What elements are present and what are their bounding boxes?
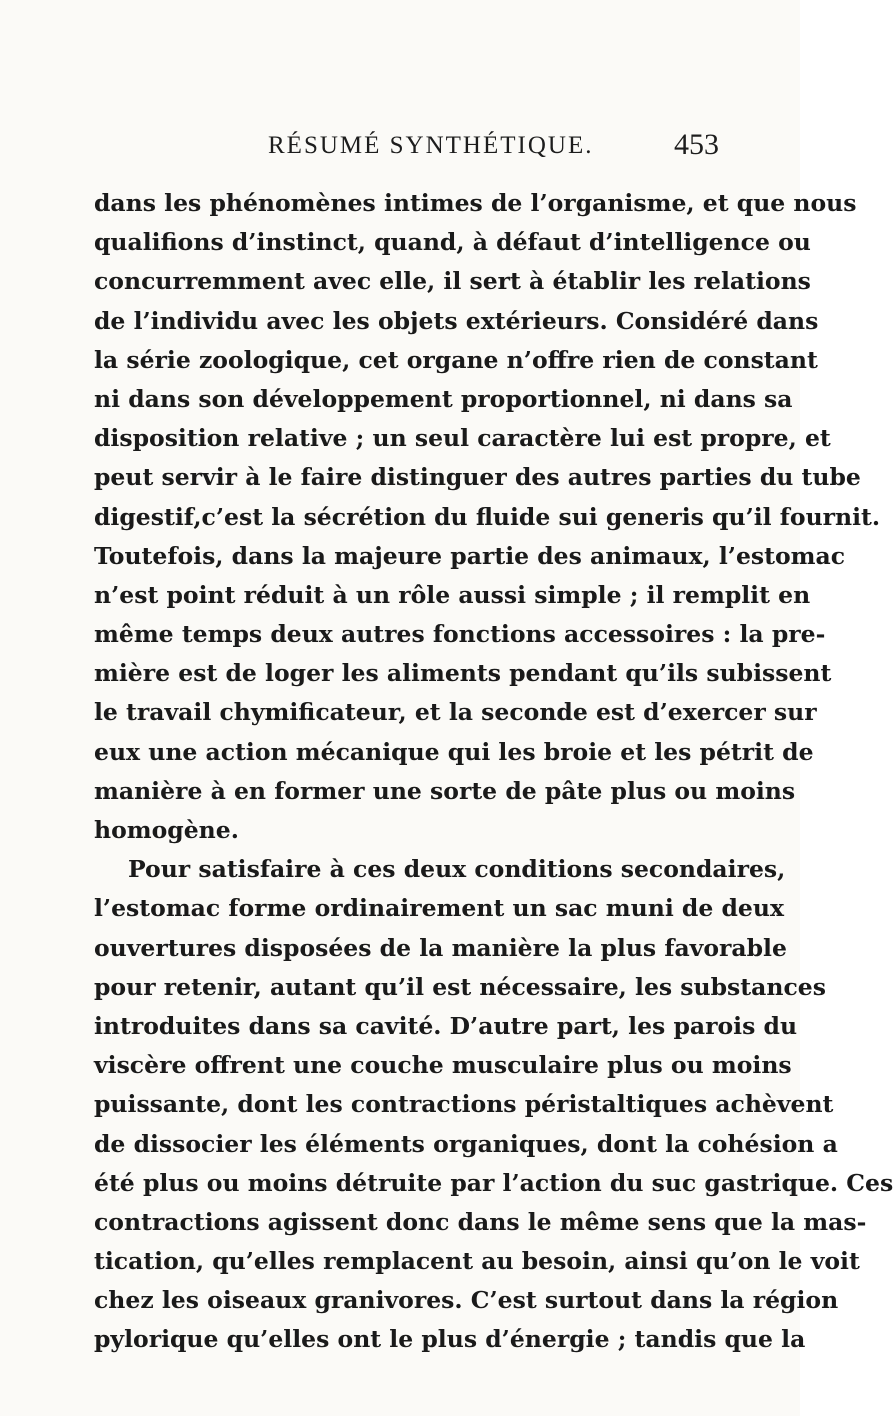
- text-line: même temps deux autres fonctions accessoires : la pre-: [94, 620, 826, 649]
- text-line: Toutefois, dans la majeure partie des animaux, l’estomac: [94, 541, 846, 570]
- text-line: peut servir à le faire distinguer des autres parties du tube: [94, 463, 861, 492]
- body-text: [94, 184, 893, 1360]
- text-line: disposition relative ; un seul caractère lui est propre, et: [94, 424, 831, 453]
- text-line: manière à en former une sorte de pâte plus ou moins: [94, 776, 796, 805]
- text-line: tication, qu’elles remplacent au besoin, ainsi qu’on le voit: [94, 1247, 860, 1276]
- text-line: homogène.: [94, 816, 239, 844]
- text-line: concurremment avec elle, il sert à établir les relations: [94, 267, 811, 296]
- text-line: de l’individu avec les objets extérieurs. Considéré dans: [94, 306, 819, 335]
- text-line: pour retenir, autant qu’il est nécessaire, les substances: [94, 972, 826, 1001]
- text-line: la série zoologique, cet organe n’offre rien de constant: [94, 345, 818, 374]
- text-line: le travail chymificateur, et la seconde est d’exercer sur: [94, 698, 817, 727]
- text-line: digestif,c’est la sécrétion du fluide sui generis qu’il fournit.: [94, 502, 881, 531]
- text-line: ni dans son développement proportionnel, ni dans sa: [94, 384, 793, 413]
- text-line: puissante, dont les contractions péristaltiques achèvent: [94, 1090, 834, 1119]
- text-line: introduites dans sa cavité. D’autre part, les parois du: [94, 1011, 798, 1040]
- text-line: l’estomac forme ordinairement un sac muni de deux: [94, 894, 784, 923]
- text-line: n’est point réduit à un rôle aussi simple ; il remplit en: [94, 580, 811, 609]
- text-line: viscère offrent une couche musculaire plus ou moins: [94, 1051, 792, 1080]
- text-line: contractions agissent donc dans le même sens que la mas-: [94, 1207, 867, 1236]
- text-line: chez les oiseaux granivores. C’est surtout dans la région: [94, 1286, 839, 1315]
- running-head: RÉSUMÉ SYNTHÉTIQUE.: [268, 132, 594, 159]
- text-line: pylorique qu’elles ont le plus d’énergie ; tandis que la: [94, 1325, 806, 1354]
- text-line: ouvertures disposées de la manière la plus favorable: [94, 933, 787, 962]
- text-line: mière est de loger les aliments pendant qu’ils subissent: [94, 659, 832, 688]
- text-line: dans les phénomènes intimes de l’organisme, et que nous: [94, 189, 857, 217]
- text-line: Pour satisfaire à ces deux conditions secondaires,: [128, 855, 786, 884]
- page-number: 453: [674, 128, 719, 161]
- text-line: été plus ou moins détruite par l’action du suc gastrique. Ces: [94, 1168, 893, 1197]
- text-line: qualifions d’instinct, quand, à défaut d’intelligence ou: [94, 228, 811, 257]
- text-line: de dissocier les éléments organiques, dont la cohésion a: [94, 1129, 838, 1158]
- text-line: eux une action mécanique qui les broie et les pétrit de: [94, 737, 814, 766]
